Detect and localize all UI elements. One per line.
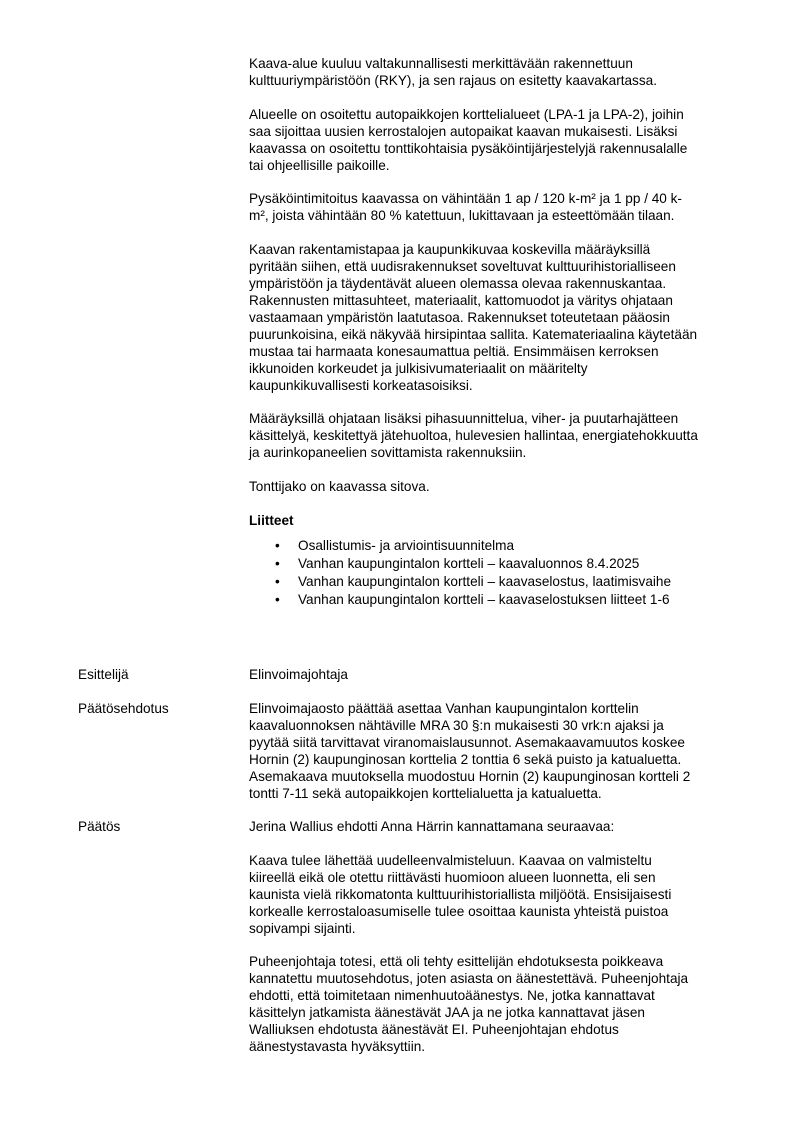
decision-voting: Puheenjohtaja totesi, että oli tehty esittelijän ehdotuksesta poikkeava kannatettu muutosehdotus, joten asiasta on äänestettävä. Puheenjohtaja ehdotti, että toimitetaan nimenhuutoäänestys. Ne, jotka kannattavat käsittelyn jatkamista äänestävät JAA ja ne jotka kannattavat jäsen Walliuksen ehdotusta äänestävät EI. Puheenjohtajan ehdotus äänestystavasta hyväksyttiin. xyxy=(249,954,689,1054)
attachment-item xyxy=(249,592,739,609)
paragraph-yard-regulations: Määräyksillä ohjataan lisäksi pihasuunnittelua, viher- ja puutarhajätteen käsittelyä, keskitettyä jätehuoltoa, hulevesien hallintaa, energiatehokkuutta ja aurinkopaneelien sovittamista rakennuksiin. xyxy=(249,411,698,461)
decision-intro: Jerina Wallius ehdotti Anna Härrin kannattamana seuraavaa: xyxy=(249,819,615,834)
proposal-text: Elinvoimajaosto päättää asettaa Vanhan kaupungintalon korttelin kaavaluonnoksen nähtäville MRA 30 §:n mukaisesti 30 vrk:n ajaksi ja pyytää siitä tarvittavat viranomaislausunnot. Asemakaavamuutos koskee Hornin (2) kaupunginosan korttelia 2 tonttia 6 sekä puisto ja katualuetta. Asemakaava muutoksella muodostuu Hornin (2) kaupunginosan kortteli 2 tontti 7-11 sekä autopaikkojen korttelialuetta ja katualuetta. xyxy=(249,701,691,801)
paragraph-plot-division: Tonttijako on kaavassa sitova. xyxy=(249,479,430,495)
bullet-icon: • xyxy=(275,591,280,607)
attachments-list xyxy=(249,538,739,609)
attachment-label: Vanhan kaupungintalon kortteli – kaavaselostus, laatimisvaihe xyxy=(298,573,672,589)
proposal-label: Päätösehdotus xyxy=(78,701,169,716)
decision-counterproposal: Kaava tulee lähettää uudelleenvalmisteluun. Kaavaa on valmisteltu kiireellä eikä ole otettu riittävästi huomioon alueen luonnetta, eli sen kaunista vielä rikkomatonta kulttuurihistoriallista miljöötä. Ensisijaisesti korkealle kerrostaloasumiselle tulee osoittaa kaunista yhteistä puistoa sopivampi sijainti. xyxy=(249,852,672,936)
attachment-label: Vanhan kaupungintalon kortteli – kaavaluonnos 8.4.2025 xyxy=(298,555,640,571)
decision-label: Päätös xyxy=(78,819,121,834)
paragraph-parking-areas: Alueelle on osoitettu autopaikkojen korttelialueet (LPA-1 ja LPA-2), joihin saa sijoittaa uusien kerrostalojen autopaikat kaavan mukaisesti. Lisäksi kaavassa on osoitettu tonttikohtaisia pysäköintijärjestelyjä rakennusalalle tai ohjeellisille paikoille. xyxy=(249,106,688,173)
paragraph-rky: Kaava-alue kuuluu valtakunnallisesti merkittävään rakennettuun kulttuuriympäristöön (RKY), ja sen rajaus on esitetty kaavakartassa. xyxy=(249,56,657,88)
attachment-label: Vanhan kaupungintalon kortteli – kaavaselostuksen liitteet 1-6 xyxy=(298,591,670,607)
bullet-icon: • xyxy=(275,573,280,589)
presenter-label: Esittelijä xyxy=(78,667,129,682)
decision-content xyxy=(249,819,739,1073)
bullet-icon: • xyxy=(275,555,280,571)
presenter-value: Elinvoimajohtaja xyxy=(249,667,348,682)
attachments-heading: Liitteet xyxy=(249,513,294,529)
attachment-label: Osallistumis- ja arviointisuunnitelma xyxy=(298,537,515,553)
plan-description-section xyxy=(249,56,739,626)
attachment-item xyxy=(249,556,739,573)
attachment-item xyxy=(249,538,739,555)
paragraph-building-style: Kaavan rakentamistapaa ja kaupunkikuvaa koskevilla määräyksillä pyritään siihen, että uudisrakennukset soveltuvat kulttuurihistorialliseen ympäristöön ja täydentävät alueen olemassa olevaa rakennuskantaa. Rakennusten mittasuhteet, materiaalit, kattomuodot ja väritys ohjataan vastaamaan ympäristön laatutasoa. Rakennukset toteutetaan pääosin puurunkoisina, eikä näkyvää hirsipintaa sallita. Katemateriaalina käytetään mustaa tai harmaata konesaumattua peltiä. Ensimmäisen kerroksen ikkunoiden korkeudet ja julkisivumateriaalit on määritelty kaupunkikuvallisesti korkeatasoisiksi. xyxy=(249,242,698,393)
bullet-icon: • xyxy=(275,537,280,553)
attachment-item xyxy=(249,574,739,591)
paragraph-parking-ratio: Pysäköintimitoitus kaavassa on vähintään 1 ap / 120 k-m² ja 1 pp / 40 k- m², joista vähintään 80 % katettuun, lukittavaan ja esteettömään tilaan. xyxy=(249,191,682,224)
